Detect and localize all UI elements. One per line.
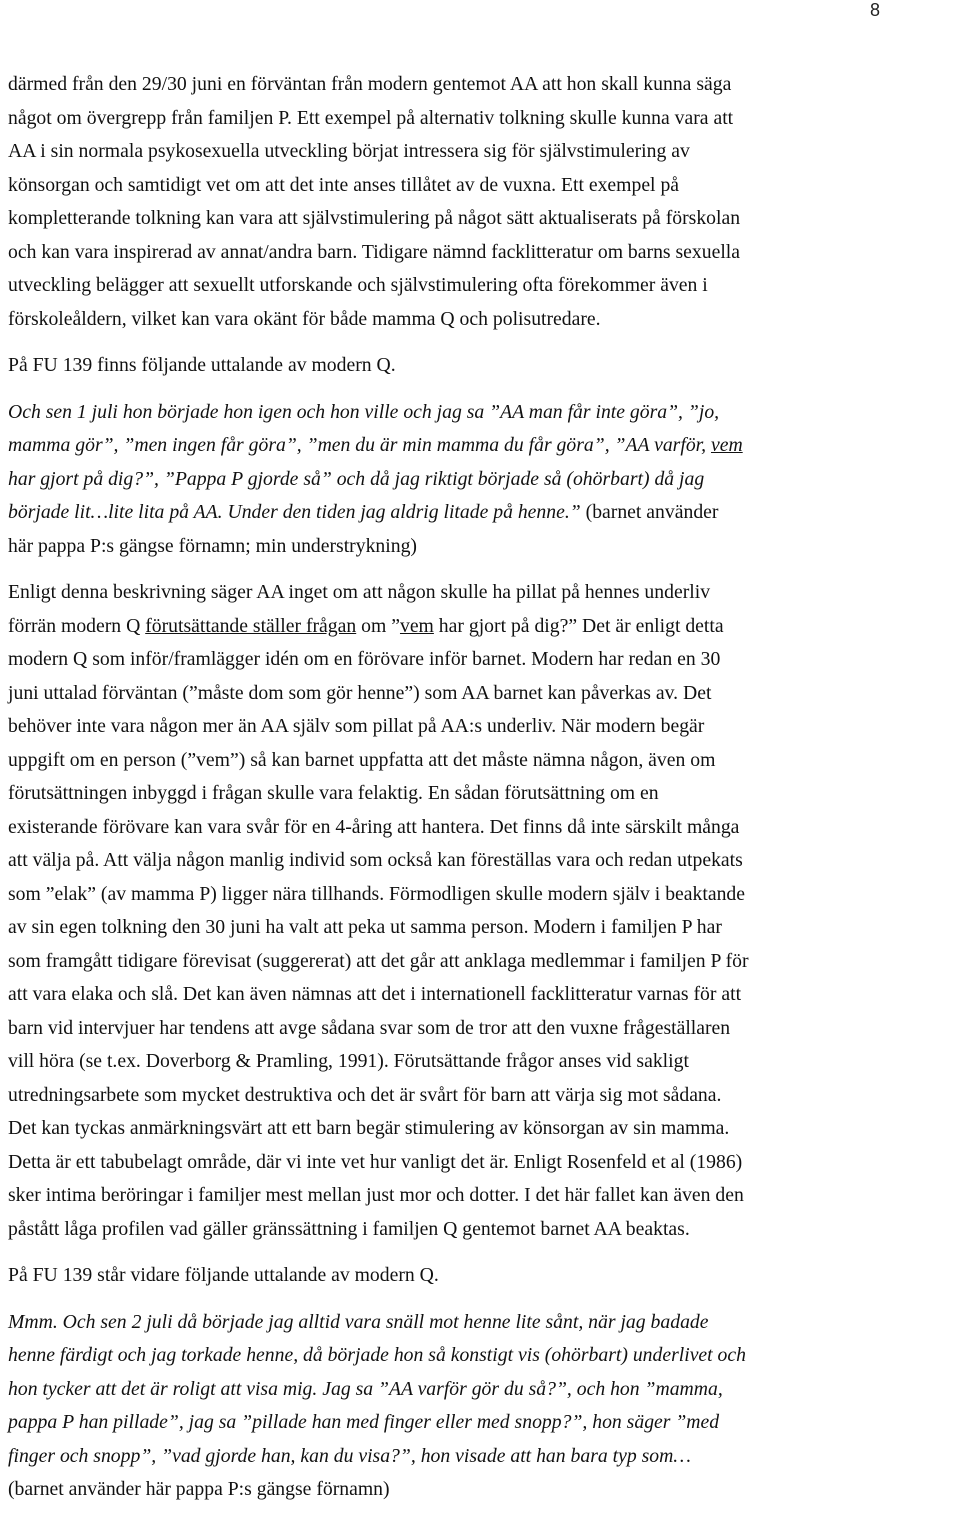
text-line: behöver inte vara någon mer än AA själv som pillat på AA:s underliv. När modern begär [8,715,705,737]
text-line: som ”elak” (av mamma P) ligger nära tillhands. Förmodligen skulle modern själv i beaktande [8,882,745,905]
quote-2 [8,1306,956,1507]
text-line: vill höra (se t.ex. Doverborg & Pramling, 1991). Förutsättande frågor anses vid sakligt [8,1050,689,1072]
text-line: kompletterande tolkning kan vara att självstimulering på något sätt aktualiserats på förskolan [8,207,741,229]
text-line: könsorgan och samtidigt vet om att det inte anses tillåtet av de vuxna. Ett exempel på [8,173,680,196]
text-line: något om övergrepp från familjen P. Ett exempel på alternativ tolkning skulle kunna vara att [8,106,734,129]
quote-line: Och sen 1 juli hon började hon igen och hon ville och jag sa ”AA man får inte göra”, ”jo, [8,400,720,423]
text-line: förrän modern Q förutsättande ställer frågan om ”vem har gjort på dig?” Det är enligt detta [8,614,724,637]
text-line: Det kan tyckas anmärkningsvärt att ett barn begär stimulering av könsorgan av sin mamma. [8,1117,730,1139]
text-line: att vara elaka och slå. Det kan även nämnas att det i internationell facklitteratur varnas för att [8,983,742,1005]
text-line: och kan vara inspirerad av annat/andra barn. Tidigare nämnd facklitteratur om barns sexuella [8,240,741,263]
quote-line: hon tycker att det är roligt att visa mig. Jag sa ”AA varför gör du så?”, och hon ”mamma, [8,1377,723,1400]
text-line: påstått låga profilen vad gäller gränssättning i familjen Q gentemot barnet AA beaktas. [8,1217,690,1240]
text-line: förskoleåldern, vilket kan vara okänt för både mamma Q och polisutredare. [8,307,601,330]
text-line: Enligt denna beskrivning säger AA inget om att någon skulle ha pillat på hennes underliv [8,581,711,603]
quote-line: pappa P han pillade”, jag sa ”pillade han med finger eller med snopp?”, hon säger ”med [8,1411,720,1433]
quote-line: Mmm. Och sen 2 juli då började jag alltid vara snäll mot henne lite sånt, när jag badade [8,1310,709,1333]
text-line: AA i sin normala psykosexuella utveckling börjat intressera sig för självstimulering av [8,140,690,162]
underlined-word: vem [710,434,743,456]
quote-line: mamma gör”, ”men ingen får göra”, ”men du är min mamma du får göra”, ”AA varför, vem [8,434,743,456]
text-line: uppgift om en person (”vem”) så kan barnet uppfatta att det måste nämna någon, även om [8,748,716,771]
text-line: att välja på. Att välja någon manlig individ som också kan föreställas vara och redan utpekats [8,849,743,871]
paragraph-1 [8,68,956,336]
text-line: barn vid intervjuer har tendens att avge sådana svar som de tror att den vuxne frågeställaren [8,1016,731,1039]
paragraph-2 [8,576,956,1246]
underlined-phrase: förutsättande ställer frågan [145,614,357,637]
document-body [8,68,956,1507]
text-line: juni uttalad förväntan (”måste dom som gör henne”) som AA barnet kan påverkas av. Det [8,681,712,704]
quote-1 [8,396,956,564]
quote-note: här pappa P:s gängse förnamn; min understrykning) [8,534,417,557]
text-line: sker intima beröringar i familjer mest mellan just mor och dotter. I det här fallet kan även den [8,1184,744,1206]
quote-line: henne färdigt och jag torkade henne, då började hon så konstigt vis (ohörbart) underlivet och [8,1344,746,1366]
text-line: förutsättningen inbyggd i frågan skulle vara felaktig. En sådan förutsättning om en [8,782,659,804]
underlined-word: vem [399,614,434,637]
text-line: som framgått tidigare förevisat (suggererat) att det går att anklaga medlemmar i familjen P för [8,949,749,972]
text-line: utredningsarbete som mycket destruktiva och det är svårt för barn att värja sig mot sådana. [8,1083,722,1106]
quote-line: började lit…lite lita på AA. Under den tiden jag aldrig litade på henne.” (barnet använder [8,501,719,523]
fu139-intro-2: På FU 139 står vidare följande uttalande av modern Q. [8,1264,439,1286]
fu139-intro: På FU 139 finns följande uttalande av modern Q. [8,354,396,376]
quote-line: finger och snopp”, ”vad gjorde han, kan du visa?”, hon visade att han bara typ som… [8,1444,691,1467]
text-line: existerande förövare kan vara svår för en 4-åring att hantera. Det finns då inte särskilt många [8,815,740,838]
text-line: modern Q som inför/framlägger idén om en förövare inför barnet. Modern har redan en 30 [8,648,721,670]
text-line: av sin egen tolkning den 30 juni ha valt att peka ut samma person. Modern i familjen P har [8,916,722,938]
text-line: Detta är ett tabubelagt område, där vi inte vet hur vanligt det är. Enligt Rosenfeld et al (1986) [8,1150,743,1173]
text-line: utveckling belägger att sexuellt utforskande och självstimulering ofta förekommer även i [8,274,708,296]
text-line: därmed från den 29/30 juni en förväntan från modern gentemot AA att hon skall kunna säga [8,73,732,95]
quote-line: har gjort på dig?”, ”Pappa P gjorde så” och då jag riktigt började så (ohörbart) då jag [8,467,705,490]
quote-note: (barnet använder här pappa P:s gängse förnamn) [8,1478,390,1500]
page-number: 8 [870,0,881,20]
